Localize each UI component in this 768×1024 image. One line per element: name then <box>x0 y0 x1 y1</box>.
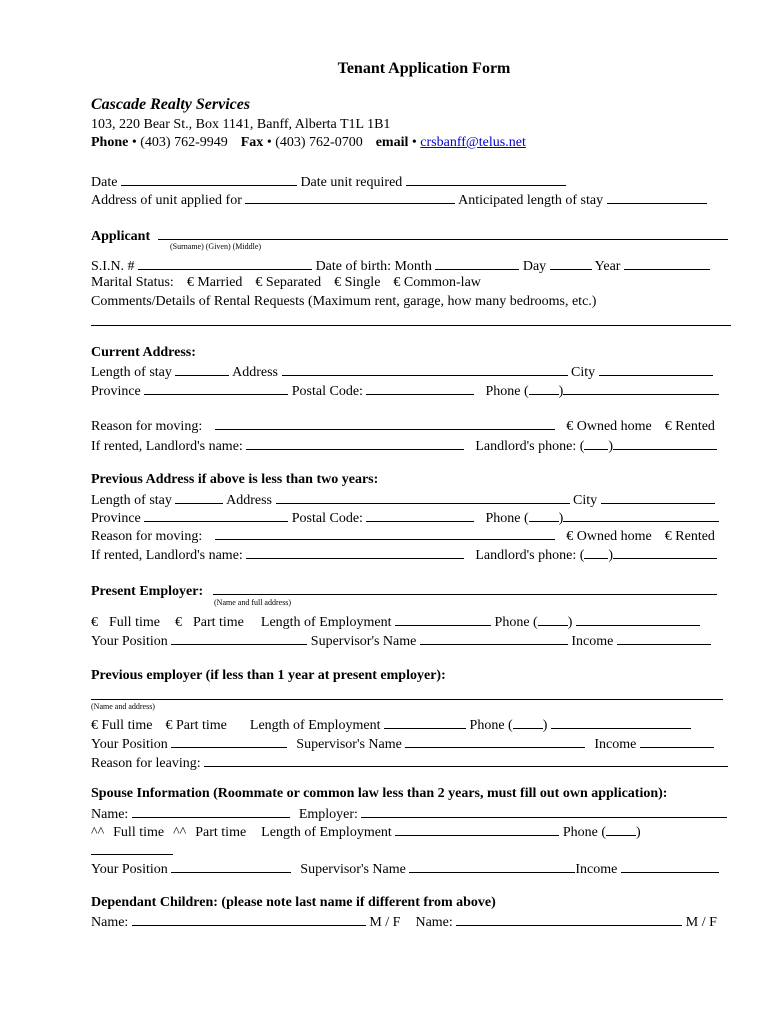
dob-year-field[interactable] <box>624 256 710 270</box>
bullet: • <box>131 135 137 150</box>
full-time-label: Full time <box>101 718 153 733</box>
spouse-employment-line <box>91 822 641 841</box>
applicant-name-field[interactable] <box>158 226 728 240</box>
prev-phone-area-field[interactable] <box>529 508 559 522</box>
spouse-length-of-employment-field[interactable] <box>395 822 559 836</box>
previous-landlord-line <box>91 545 717 564</box>
prev-position-field[interactable] <box>171 734 287 748</box>
landlord-name-field[interactable] <box>246 436 464 450</box>
form-title: Tenant Application Form <box>337 60 511 77</box>
city-label: City <box>573 493 598 508</box>
address-label: Address <box>232 365 278 380</box>
spouse-employer-label: Employer: <box>298 807 358 822</box>
prev-city-field[interactable] <box>601 490 715 504</box>
phone-area-field[interactable] <box>529 381 559 395</box>
dependant-name-label: Name: <box>415 915 453 930</box>
spouse-position-field[interactable] <box>171 859 291 873</box>
prev-length-of-employment-field[interactable] <box>384 715 466 729</box>
spouse-income-field[interactable] <box>621 859 719 873</box>
phone-field[interactable] <box>563 381 719 395</box>
sin-line <box>91 256 710 275</box>
previous-employer-field[interactable] <box>91 699 723 700</box>
your-position-label: Your Position <box>91 737 168 752</box>
company-address: 103, 220 Bear St., Box 1141, Banff, Alberta T1L 1B1 <box>91 117 391 132</box>
dob-day-label: Day <box>522 259 547 274</box>
reason-for-leaving-label: Reason for leaving: <box>91 756 201 771</box>
fax-value: (403) 762-0700 <box>275 135 363 150</box>
prev-address-field[interactable] <box>276 490 570 504</box>
prev-province-field[interactable] <box>144 508 288 522</box>
phone-close: ) <box>558 384 564 399</box>
sin-field[interactable] <box>138 256 312 270</box>
prev-supervisor-field[interactable] <box>405 734 585 748</box>
marital-status-label: Marital Status: <box>91 275 174 290</box>
postal-code-label: Postal Code: <box>291 511 363 526</box>
present-position-line <box>91 631 711 650</box>
name-parts-hint: (Surname) (Given) (Middle) <box>170 242 262 251</box>
previous-address-heading: Previous Address if above is less than two years: <box>91 472 379 487</box>
married-label: Married <box>197 275 243 290</box>
landlord-phone-field[interactable] <box>613 436 717 450</box>
checkbox-icon[interactable]: ^^ <box>91 825 105 840</box>
prev-employer-phone-area-field[interactable] <box>513 715 543 729</box>
marital-status-line <box>91 274 481 291</box>
length-of-stay-label: Length of stay <box>91 493 172 508</box>
checkbox-icon[interactable]: € <box>91 615 98 630</box>
prev-employer-phone-field[interactable] <box>551 715 691 729</box>
bullet: • <box>411 135 417 150</box>
dependant-children-heading: Dependant Children: (please note last name if different from above) <box>91 895 496 910</box>
prev-landlord-phone-field[interactable] <box>613 545 717 559</box>
phone-close: ) <box>608 548 614 563</box>
spouse-position-line <box>91 859 719 878</box>
spouse-supervisor-field[interactable] <box>409 859 575 873</box>
fax-label: Fax <box>240 135 264 150</box>
reason-leaving-line <box>91 753 728 772</box>
anticipated-stay-field[interactable] <box>607 190 707 204</box>
current-landlord-line <box>91 436 717 455</box>
postal-code-field[interactable] <box>366 381 474 395</box>
unit-address-line <box>91 190 707 209</box>
full-time-label: Full time <box>109 615 160 630</box>
common-law-label: Common-law <box>403 275 481 290</box>
employer-phone-area-field[interactable] <box>538 612 568 626</box>
prev-phone-field[interactable] <box>563 508 719 522</box>
supervisor-field[interactable] <box>420 631 568 645</box>
company-name: Cascade Realty Services <box>91 96 251 113</box>
current-reason-line <box>91 416 715 435</box>
your-position-label: Your Position <box>91 862 168 877</box>
phone-value: (403) 762-9949 <box>140 135 228 150</box>
length-of-stay-label: Length of stay <box>91 365 172 380</box>
dependant-name-field-1[interactable] <box>132 912 366 926</box>
unit-address-field[interactable] <box>245 190 455 204</box>
checkbox-icon[interactable]: € <box>174 615 182 630</box>
owned-home-label: Owned home <box>576 419 652 434</box>
landlord-phone-label: Landlord's phone: ( <box>475 439 585 454</box>
checkbox-icon[interactable]: € <box>664 419 672 434</box>
checkbox-icon[interactable]: € <box>566 529 574 544</box>
prev-length-of-stay-field[interactable] <box>175 490 223 504</box>
your-position-label: Your Position <box>91 634 168 649</box>
part-time-label: Part time <box>175 718 227 733</box>
checkbox-icon[interactable]: € <box>393 275 401 290</box>
m-f-label: M / F <box>369 915 401 930</box>
contact-line <box>91 134 526 151</box>
city-label: City <box>571 365 596 380</box>
reason-for-moving-field[interactable] <box>215 416 555 430</box>
present-employer-field[interactable] <box>213 581 717 595</box>
email-link[interactable]: crsbanff@telus.net <box>420 135 526 150</box>
prev-reason-field[interactable] <box>215 526 555 540</box>
length-of-employment-label: Length of Employment <box>260 615 392 630</box>
part-time-label: Part time <box>195 825 247 840</box>
dependant-name-field-2[interactable] <box>456 912 682 926</box>
date-unit-required-label: Date unit required <box>300 175 403 190</box>
current-province-line <box>91 381 719 400</box>
unit-address-label: Address of unit applied for <box>91 193 242 208</box>
phone-close: ) <box>558 511 564 526</box>
single-label: Single <box>344 275 381 290</box>
phone-label: Phone ( <box>485 384 529 399</box>
comments-label: Comments/Details of Rental Requests (Maximum rent, garage, how many bedrooms, etc.) <box>91 294 597 309</box>
phone-close: ) <box>608 439 614 454</box>
landlord-phone-label: Landlord's phone: ( <box>475 548 585 563</box>
checkbox-icon[interactable]: € <box>566 419 574 434</box>
full-time-label: Full time <box>113 825 165 840</box>
phone-close: ) <box>542 718 548 733</box>
present-employment-line <box>91 612 700 631</box>
position-field[interactable] <box>171 631 307 645</box>
checkbox-icon[interactable]: € <box>664 529 672 544</box>
phone-label: Phone ( <box>494 615 538 630</box>
owned-home-label: Owned home <box>576 529 652 544</box>
dob-day-field[interactable] <box>550 256 592 270</box>
previous-province-line <box>91 508 719 527</box>
checkbox-icon[interactable]: € <box>334 275 342 290</box>
dependant-name-label: Name: <box>91 915 129 930</box>
length-of-employment-label: Length of Employment <box>249 718 381 733</box>
spouse-phone-field[interactable] <box>91 854 173 855</box>
income-label: Income <box>571 634 614 649</box>
phone-label: Phone ( <box>469 718 513 733</box>
previous-employment-line <box>91 715 691 734</box>
date-line <box>91 172 566 191</box>
name-full-address-hint: (Name and full address) <box>214 598 292 607</box>
income-field[interactable] <box>617 631 711 645</box>
supervisors-name-label: Supervisor's Name <box>296 737 402 752</box>
supervisors-name-label: Supervisor's Name <box>300 862 406 877</box>
city-field[interactable] <box>599 362 713 376</box>
m-f-label: M / F <box>685 915 717 930</box>
previous-stay-line <box>91 490 715 509</box>
spouse-info-heading: Spouse Information (Roommate or common law less than 2 years, must fill out own application): <box>91 786 668 801</box>
province-field[interactable] <box>144 381 288 395</box>
sin-label: S.I.N. # <box>91 259 135 274</box>
phone-label: Phone <box>91 135 129 150</box>
email-label: email <box>375 135 409 150</box>
present-employer-line <box>91 581 717 600</box>
phone-close: ) <box>567 615 573 630</box>
reason-for-moving-label: Reason for moving: <box>91 419 203 434</box>
landlord-name-label: If rented, Landlord's name: <box>91 548 243 563</box>
length-of-employment-label: Length of Employment <box>261 825 392 840</box>
spouse-name-label: Name: <box>91 807 129 822</box>
spouse-employer-field[interactable] <box>361 804 727 818</box>
prev-landlord-name-field[interactable] <box>246 545 464 559</box>
comments-field[interactable] <box>91 325 731 326</box>
current-stay-line <box>91 362 713 381</box>
reason-for-leaving-field[interactable] <box>204 753 728 767</box>
prev-postal-code-field[interactable] <box>366 508 474 522</box>
anticipated-stay-label: Anticipated length of stay <box>458 193 604 208</box>
employer-phone-field[interactable] <box>576 612 700 626</box>
spouse-phone-area-field[interactable] <box>606 822 636 836</box>
date-label: Date <box>91 175 118 190</box>
name-address-hint: (Name and address) <box>91 702 155 711</box>
address-field[interactable] <box>282 362 568 376</box>
dob-year-label: Year <box>594 259 621 274</box>
postal-code-label: Postal Code: <box>291 384 363 399</box>
date-field[interactable] <box>121 172 297 186</box>
landlord-phone-area-field[interactable] <box>584 436 608 450</box>
checkbox-icon[interactable]: € <box>165 718 173 733</box>
separated-label: Separated <box>265 275 322 290</box>
date-unit-required-field[interactable] <box>406 172 566 186</box>
dob-label: Date of birth: Month <box>315 259 432 274</box>
address-label: Address <box>226 493 272 508</box>
applicant-label: Applicant <box>91 229 151 244</box>
checkbox-icon[interactable]: ^^ <box>173 825 187 840</box>
dob-month-field[interactable] <box>435 256 519 270</box>
phone-label: Phone ( <box>485 511 529 526</box>
length-of-employment-field[interactable] <box>395 612 491 626</box>
landlord-name-label: If rented, Landlord's name: <box>91 439 243 454</box>
present-employer-label: Present Employer: <box>91 584 204 599</box>
income-label: Income <box>575 862 618 877</box>
prev-income-field[interactable] <box>640 734 714 748</box>
phone-label: Phone ( <box>562 825 606 840</box>
rented-label: Rented <box>675 419 715 434</box>
checkbox-icon[interactable]: € <box>91 718 98 733</box>
bullet: • <box>266 135 272 150</box>
rented-label: Rented <box>675 529 715 544</box>
supervisors-name-label: Supervisor's Name <box>310 634 417 649</box>
previous-reason-line <box>91 526 715 545</box>
checkbox-icon[interactable]: € <box>255 275 263 290</box>
previous-employer-heading: Previous employer (if less than 1 year at present employer): <box>91 668 446 683</box>
dependant-names-line <box>91 912 717 931</box>
province-label: Province <box>91 511 141 526</box>
length-of-stay-field[interactable] <box>175 362 229 376</box>
province-label: Province <box>91 384 141 399</box>
income-label: Income <box>594 737 637 752</box>
checkbox-icon[interactable]: € <box>186 275 194 290</box>
phone-close: ) <box>636 825 641 840</box>
part-time-label: Part time <box>192 615 244 630</box>
previous-position-line <box>91 734 714 753</box>
current-address-heading: Current Address: <box>91 345 196 360</box>
prev-landlord-phone-area-field[interactable] <box>584 545 608 559</box>
spouse-name-field[interactable] <box>132 804 290 818</box>
spouse-name-line <box>91 804 727 823</box>
reason-for-moving-label: Reason for moving: <box>91 529 203 544</box>
